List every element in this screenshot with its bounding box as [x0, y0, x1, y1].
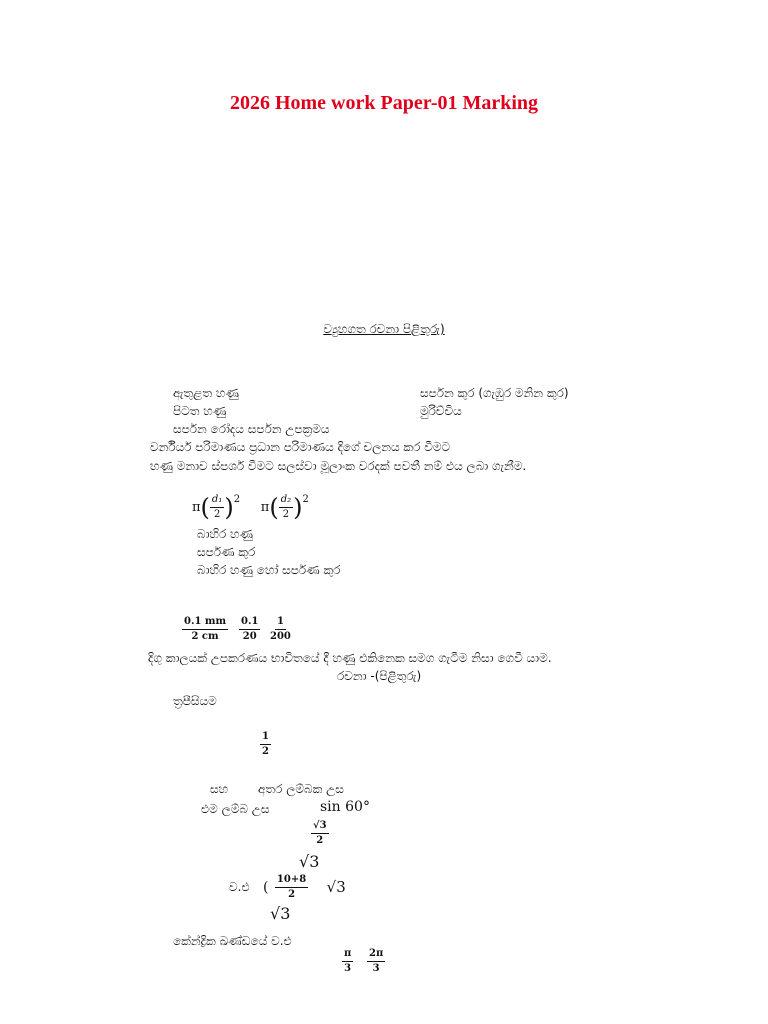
text-line-wear: දිගු කාලයක් උපකරණය භාවිතයේ දී හණු එකිනෙක සමග ගැටීම නිසා ගෙවී යාම. [148, 651, 552, 665]
angle-a-num: π [342, 948, 353, 962]
root3-over-2-num: √3 [311, 820, 329, 834]
sum-num: 10+8 [275, 874, 308, 888]
ratio-2-num: 0.1 [239, 616, 260, 630]
part-depth-rod: සර්පන කුර (ගැඹුර මනින කුර) [420, 386, 569, 400]
angle-a-den: 3 [344, 963, 352, 974]
text-line-zero-error: හණු මනාව ස්පර්ශ වීමට සලස්වා මූලාංක වරදක් පවතී නම් එය ලබා ගැනීම. [150, 459, 527, 473]
section-heading: ව්‍යුහගත රචනා පිළිතුරු) [323, 322, 445, 336]
and-label: සහ [210, 782, 229, 796]
answer-jaw-or-rod: බාහිර හණු හෝ සර්පණ කුර [197, 563, 341, 577]
exponent-1: 2 [233, 494, 241, 505]
part-outer-jaw: පිටත හණු [173, 404, 227, 418]
sector-area-label: කේන්ද්‍රික ඛණ්ඩයේ ව.එ [173, 934, 292, 948]
d2-denominator: 2 [282, 509, 290, 520]
angle-2pi-over-3 [367, 948, 385, 975]
root3-over-2 [311, 820, 329, 847]
same-perp-height-label: එම ලම්බ උස [201, 802, 270, 816]
ratio-2-den: 20 [242, 631, 257, 642]
perpendicular-height-label: අතර ලම්බක උස [258, 782, 344, 796]
answer-outer-jaw: බාහිර හණු [197, 527, 253, 541]
angle-b-den: 3 [372, 963, 380, 974]
root3-result: √3 [270, 904, 291, 923]
ratio-3 [270, 616, 291, 643]
part-inner-jaw: ඇතුළත හණු [173, 386, 239, 400]
half-fraction [260, 731, 271, 758]
ratio-1-num: 0.1 mm [182, 616, 228, 630]
ratio-2 [239, 616, 260, 643]
pi-symbol-2: π [260, 500, 270, 515]
text-line-vernier: වර්නියර් පරිමාණය ප්‍රධාන පරිමාණය දිගේ චලනය කර වීමට [150, 440, 451, 454]
ratio-1-den: 2 cm [191, 631, 219, 642]
exponent-2: 2 [302, 494, 309, 505]
half-num: 1 [260, 731, 271, 745]
ratio-3-den: 200 [270, 631, 291, 642]
root3-value: √3 [299, 852, 320, 871]
d1-denominator: 2 [213, 509, 221, 520]
d2-numerator: d₂ [279, 494, 293, 508]
sin-60: sin 60° [320, 799, 370, 815]
part-slide-wheel: සර්පන රෝදය සර්පන උපක්‍රමය [173, 422, 330, 436]
area-formula: π( $\frac{\text{d₁}}{2}$ )$^2$ π( $\frac{\text{d₂}}{2}$ )$^2$ [192, 493, 309, 522]
ratio-3-num: 1 [275, 616, 286, 630]
angle-pi-over-3 [342, 948, 353, 975]
root3-over-2-den: 2 [316, 835, 324, 846]
half-den: 2 [262, 746, 269, 757]
open-paren: ( [263, 879, 269, 896]
essay-heading: රචනා -(පිළිතුරු) [337, 669, 422, 683]
area-label: ව.එ [229, 880, 250, 894]
area-root3: √3 [326, 877, 346, 896]
area-expression [263, 874, 346, 901]
sum-den: 2 [288, 889, 296, 900]
ratio-1 [182, 616, 228, 643]
angle-b-num: 2π [367, 948, 385, 962]
answer-slide-rod: සර්පණ කුර [197, 545, 256, 559]
page-title: 2026 Home work Paper-01 Marking [229, 92, 539, 114]
part-screw: මුරිච්චිය [420, 404, 462, 418]
pi-symbol: π [192, 500, 201, 515]
d1-numerator: d₁ [210, 494, 224, 508]
trapezium-label: ත්‍රපීසියම [173, 694, 217, 708]
